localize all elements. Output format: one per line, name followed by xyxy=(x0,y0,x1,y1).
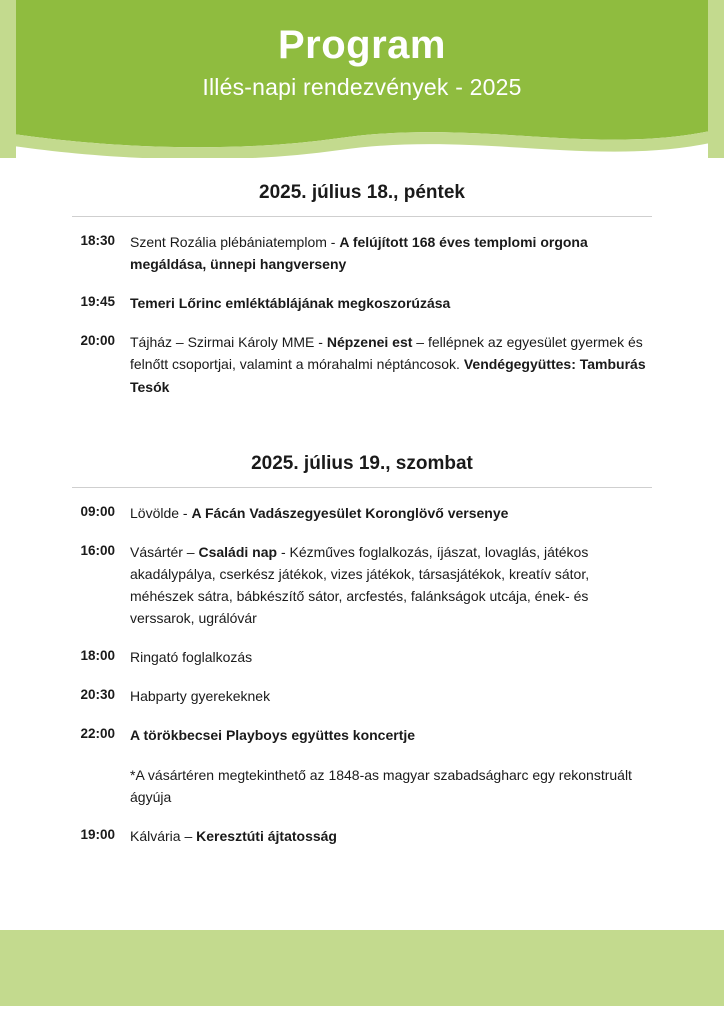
program-entry xyxy=(72,825,652,847)
day-heading: 2025. július 18., péntek xyxy=(259,182,465,203)
entry-description: A törökbecsei Playboys együttes koncertje xyxy=(130,727,416,744)
entry-description: Vásártér – Családi nap - Kézműves foglalkozás, íjászat, lovaglás, játékos akadálypálya, cserkész játékok, vizes játékok, társasjátékok, kreatív sátor, méhészek sátra, bábkészítő sátor, arcfestés, falánkságok utcája, ének- és verssarok, ugrálóvár xyxy=(130,543,590,627)
program-entry xyxy=(72,231,652,275)
section-divider xyxy=(72,487,652,488)
entry-description: Szent Rozália plébániatemplom - A felújított 168 éves templomi orgona megáldása, ünnepi hangverseny xyxy=(130,234,588,273)
footer-white-strip xyxy=(0,1006,724,1024)
entry-description: Habparty gyerekeknek xyxy=(130,688,271,705)
entry-description: Tájház – Szirmai Károly MME - Népzenei est – fellépnek az egyesület gyermek és felnőtt csoportjai, valamint a mórahalmi néptáncosok. Vendégegyüttes: Tamburás Tesók xyxy=(130,334,646,395)
page-title: Program xyxy=(278,23,446,67)
entry-time: 18:30 xyxy=(80,233,115,248)
section-divider xyxy=(72,216,652,217)
program-entry xyxy=(72,541,652,629)
entry-time: 16:00 xyxy=(80,542,115,558)
entry-time: 19:45 xyxy=(80,294,115,310)
program-entry xyxy=(72,292,652,314)
day-heading: 2025. július 19., szombat xyxy=(251,452,473,474)
section-note: *A vásártéren megtekinthető az 1848-as magyar szabadságharc egy rekonstruált ágyúja xyxy=(130,766,632,805)
entry-description: Ringató foglalkozás xyxy=(130,649,253,666)
entry-time: 22:00 xyxy=(80,726,115,742)
section-gap xyxy=(72,415,652,429)
entry-description: Kálvária – Keresztúti ájtatosság xyxy=(130,827,337,844)
program-entry xyxy=(72,502,652,524)
program-entry xyxy=(72,685,652,707)
program-entry xyxy=(72,724,652,746)
entry-time: 19:00 xyxy=(80,826,115,842)
page-subtitle: Illés-napi rendezvények - 2025 xyxy=(202,74,522,100)
entry-time: 20:00 xyxy=(80,333,115,349)
entry-description: Temeri Lőrinc emléktáblájának megkoszorúzása xyxy=(130,295,451,312)
program-entry xyxy=(72,331,652,397)
entry-time: 18:00 xyxy=(80,648,115,664)
entry-description: Lövölde - A Fácán Vadászegyesület Koronglövő versenye xyxy=(130,504,509,521)
entry-time: 20:30 xyxy=(80,687,115,703)
page-header xyxy=(0,0,724,158)
program-entry xyxy=(72,646,652,668)
entry-time: 09:00 xyxy=(80,503,115,519)
program-content xyxy=(0,158,724,930)
